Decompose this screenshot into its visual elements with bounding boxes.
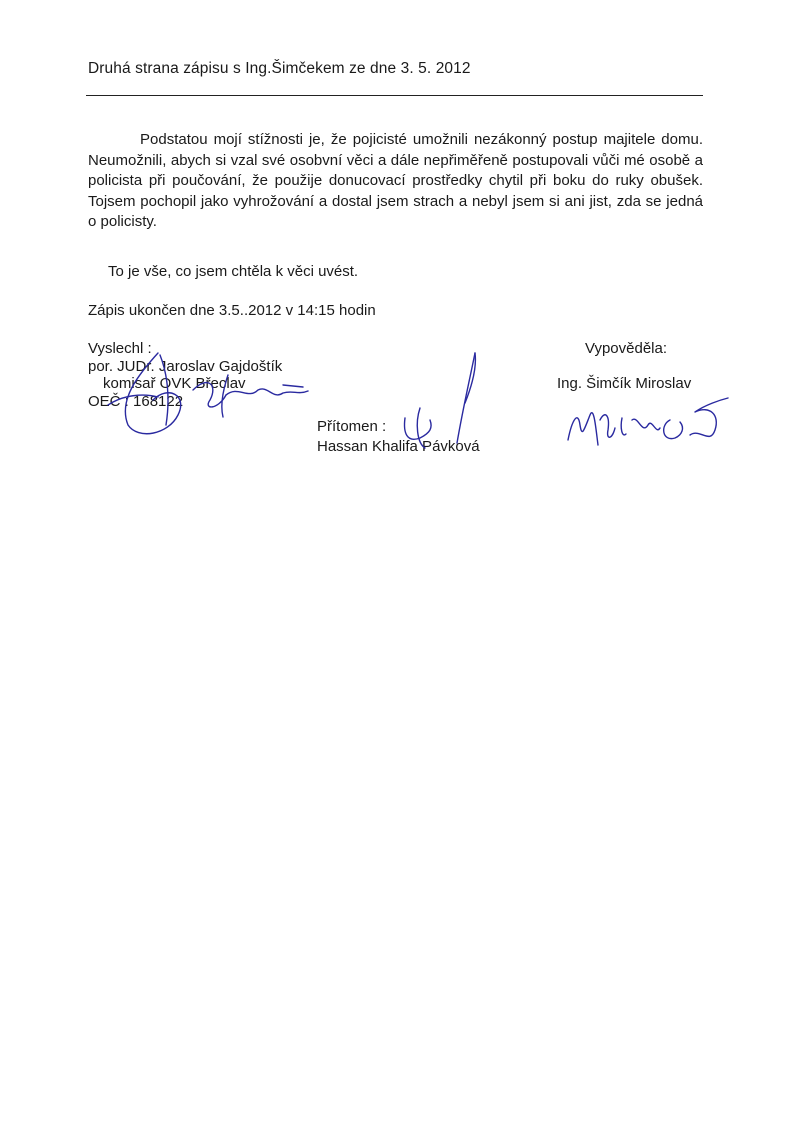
body-paragraph: Podstatou mojí stížnosti je, že pojicisté umožnili nezákonný postup majitele domu. Neumožnili, abych si vzal své osobvní věci a dále nepřiměřeně postupovali vůči mé osobě a policista při poučování, že použije donucovací prostředky chytil při boku do ruky obušek. Tojsem pochopil jako vyhrožování a dostal jsem strach a nebyl jsem si ani jist, zda se jedná o policisty. — [88, 131, 703, 231]
present-name: Hassan Khalifa Pávková — [317, 438, 480, 455]
interviewer-role: komisař OVK Břeclav — [103, 375, 246, 392]
closing-statement: To je vše, co jsem chtěla k věci uvést. — [108, 263, 359, 280]
interviewer-label: Vyslechl : — [88, 340, 152, 357]
interviewer-id: OEČ : 168122 — [88, 392, 184, 410]
testifier-name: Ing. Šimčík Miroslav — [557, 375, 692, 392]
testifier-label: Vypověděla: — [585, 340, 668, 357]
present-signature — [385, 348, 495, 458]
present-label: Přítomen : — [317, 418, 387, 435]
interviewer-name: por. JUDr. Jaroslav Gajdoštík — [88, 357, 283, 375]
record-ended-line: Zápis ukončen dne 3.5..2012 v 14:15 hodin — [88, 302, 376, 319]
testifier-signature — [560, 390, 730, 460]
interviewer-signature — [98, 345, 313, 445]
page-header: Druhá strana zápisu s Ing.Šimčekem ze dne 3. 5. 2012 — [88, 60, 471, 77]
header-rule — [86, 95, 703, 96]
